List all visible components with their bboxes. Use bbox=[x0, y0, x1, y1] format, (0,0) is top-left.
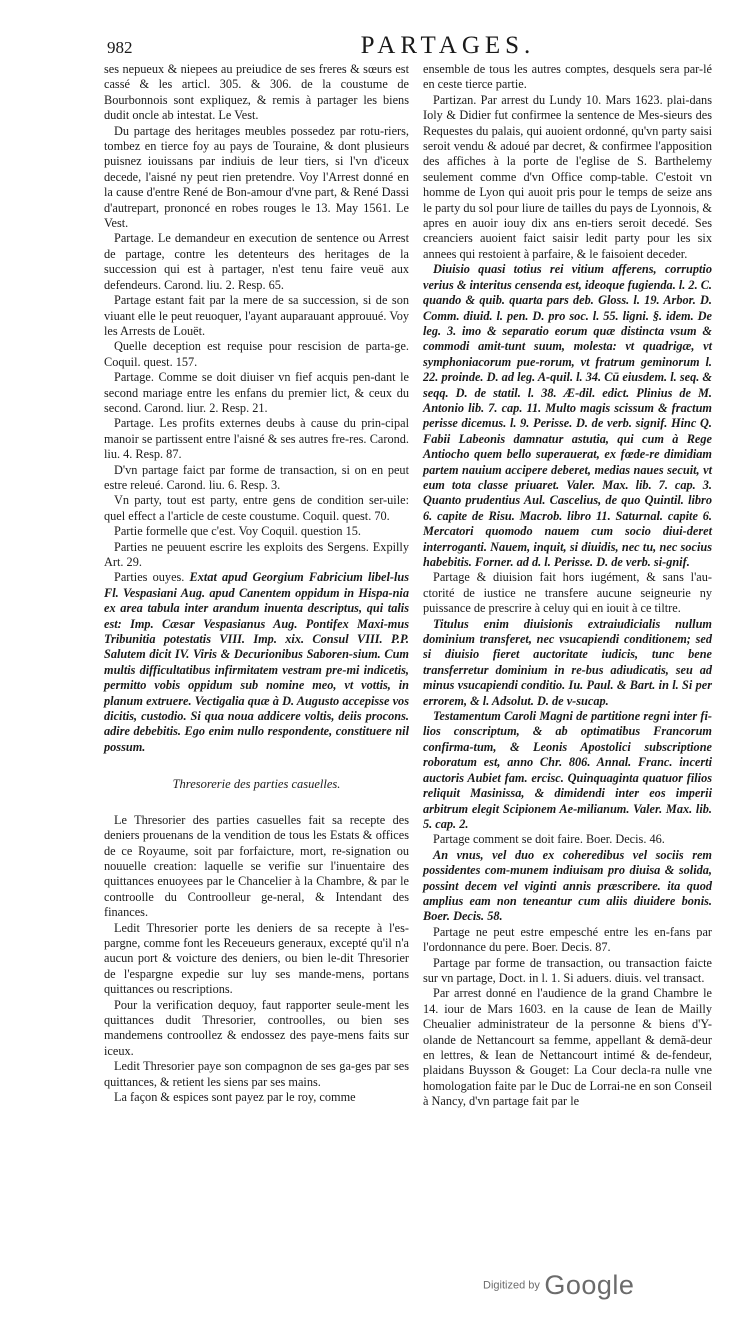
text-paragraph: Partage comment se doit faire. Boer. Decis. 46. bbox=[433, 832, 665, 847]
google-logo: Google bbox=[544, 1270, 635, 1300]
right-column bbox=[423, 62, 712, 1110]
text-paragraph: D'vn partage faict par forme de transaction, si on en peut estre releué. Carond. liu. 6. Resp. 3. bbox=[104, 462, 409, 492]
text-paragraph: Partage par forme de transaction, ou transaction faicte sur vn partage, Doct. in l. 1. Si aduers. diuis. vel transact. bbox=[423, 955, 712, 985]
text-paragraph: Ledit Thresorier porte les deniers de sa recepte à l'es-pargne, comme font les Receueurs generaux, excepté qu'il n'a aucun port & voicture des deniers, ou bien le-dit Thresorier de l'espargne expedie sur luy ses mande-mens, portans quittances ou rescriptions. bbox=[104, 920, 409, 997]
text-paragraph: La façon & espices sont payez par le roy, comme bbox=[114, 1090, 356, 1104]
latin-paragraph: Diuisio quasi totius rei vitium afferens, corruptio verius & interitus censenda est, ideoque fugienda. l. 2. C. quando & quib. quarta pars deb. Gloss. l. 19. Arbor. D. Comm. diuid. l. pen. D. pro soc. l. 55. ligni. §. idem. De leg. 3. imo & separatio eorum quæ distincta vsum & commodi amit-tunt suum, molesta: vt quadrigæ, vt symphoniacorum pue-rorum, vt fratrum geminorum l. 22. proinde. D. ad leg. A-quil. l. 34. Cū eiusdem. l. seq. & seqq. D. de statil. l. 38. Æ-dil. edict. Plinius de M. Antonio lib. 7. cap. 11. Multo magis scissum & fractum perisse dicemus. l. 9. Perisse. D. de verb. signif. Hinc Q. Fabii Labeonis damnatur astutia, qui cum à Rege Antiocho quem bello superauerat, ex fœde-re dimidiam partem nauium accipere deberet, medias naues secuit, vt eum tota classe priuaret. Valer. Max. lib. 7. cap. 3. Quanto prudentius Aul. Cascelius, de quo Quintil. libro 6. capite de Risu. Macrob. libro 11. Saturnal. capite 6. Mercatori quomodo nauem cum socio diui-deret interroganti. Nauem, inquit, si diuidis, nec tu, nec socius habebitis. Forner. ad d. l. Perisse. D. de verb. si-gnif. bbox=[423, 262, 712, 569]
text-paragraph: Par arrest donné en l'audience de la grand Chambre le 14. iour de Mars 1603. en la cause de Iean de Mailly Cheualier administrateur de la personne & biens d'Y-olande de Nettancourt sa femme, appellant & demã-deur en lettres, & Iean de Nettancourt intimé & de-fendeur, plaidans Buysson & Gouget: La Cour decla-ra nulle vne homologation faite par le Duc de Lorrai-ne en son Conseil à Nancy, d'vn partage fait par le bbox=[423, 986, 712, 1109]
latin-paragraph: Testamentum Caroli Magni de partitione regni inter fi-lios conscriptum, & ab optimatibus Francorum confirma-tum, & Leonis Apostolici subscriptione roboratum est, anno Chr. 806. Annal. Franc. incerti auctoris Aubiet fam. ercisc. Quinquaginta quatuor filios reliquit Masinissa, & dimidendi inter eos imperii arbitrum elegit Scipionem Ae-milianum. Valer. Max. lib. 5. cap. 2. bbox=[423, 709, 712, 831]
page-number: 982 bbox=[107, 38, 133, 57]
running-title: PARTAGES. bbox=[360, 32, 536, 59]
digitized-by-label: Digitized by bbox=[483, 1279, 540, 1292]
text-paragraph: Parties ne peuuent escrire les exploits des Sergens. Expilly Art. 29. bbox=[104, 539, 409, 569]
text-paragraph: Partage & diuision fait hors iugément, & sans l'au-ctorité de iustice ne transfere aucune seigneurie ny puissance de prescrire à celuy qui en iouit à ce tiltre. bbox=[423, 570, 712, 616]
text-paragraph: Partie formelle que c'est. Voy Coquil. question 15. bbox=[114, 524, 361, 539]
text-paragraph: Partage. Les profits externes deubs à cause du prin-cipal manoir se partissent entre l'aisné & ses autres fre-res. Carond. liu. 4. Resp. 87. bbox=[104, 416, 409, 462]
latin-paragraph: An vnus, vel duo ex coheredibus vel sociis rem possidentes com-munem indiuisam pro diuisa & solida, possint decem vel viginti annis præscribere. ita quod amplius eam non teneantur cum aliis diuidere bonis. Boer. Decis. 58. bbox=[423, 847, 712, 924]
text-paragraph: Le Thresorier des parties casuelles fait sa recepte des deniers prouenans de la vendition de tous les Estats & offices de ce Royaume, soit par forfaicture, mort, re-signation ou nouuelle creation: laquelle se verifie sur l'inuentaire des quittances enuoyees par le Chancelier à la Chambre, & par le controolle du Controolleur ge-neral, & Intendant des finances. bbox=[104, 812, 409, 920]
text-paragraph: Pour la verification dequoy, faut rapporter seule-ment les quittances dudit Thresorier, controolles, ou bien ses mandemens controollez & endossez des paye-mens faits sur iceux. bbox=[104, 997, 409, 1058]
section-title: Thresorerie des parties casuelles. bbox=[172, 777, 341, 792]
text-paragraph: Vn party, tout est party, entre gens de condition ser-uile: quel effect a l'article de ceste coustume. Coquil. quest. 70. bbox=[104, 493, 409, 523]
text-paragraph: Quelle deception est requise pour rescision de parta-ge. Coquil. quest. 157. bbox=[104, 339, 409, 369]
text-paragraph: Partage ne peut estre empesché entre les en-fans par l'ordonnance du pere. Boer. Decis. 87. bbox=[423, 924, 712, 955]
paragraph-lead: Parties ouyes. bbox=[114, 570, 185, 585]
text-paragraph: Partizan. Par arrest du Lundy 10. Mars 1623. plai-dans Ioly & Didier fut confirmee la sentence de Mes-sieurs des Requestes du palais, qui auoient ordonné, qu'vn party saisi seroit vendu & adoué par decret, & confirmee l'apposition des affiches à la porte de l'eglise de S. Barthelemy seulement comme d'vn Office comp-table. C'estoit vn homme de Lyon qui auoit pris pour le temps de seize ans le party du sol pour liure de tailles du pays de Lyonnois, & apres en auoir iouy dix ans en-tiers seroit decedé. Ses creanciers auoient faict saisir ledit party pour les six annees qui restoient à parfaire, & le faisoient deceder. bbox=[423, 92, 712, 261]
text-paragraph: ensemble de tous les autres comptes, desquels sera par-lé en ceste tierce partie. bbox=[423, 62, 712, 92]
latin-paragraph bbox=[104, 570, 409, 755]
latin-quote: Extat apud Georgium Fabricium libel-lus Fl. Vespasiani Aug. apud Canentem oppidum in Hispa-nia ex area tabula inter arandum inuenta descriptus, qui talis est: Imp. Cæsar Vespasianus Aug. Pontifex Maxi-mus Tribunitia potestatis VIII. Imp. xix. Consul VIII. P.P. Salutem dicit IV. Viris & Decurionibus Saboren-sium. Cum multis difficultatibus infirmitatem vestram pre-mi indicetis, permitto vobis oppidum sub nomine meo, vt vottis, in planum extruere. Vectigalia quæ à D. Augusto accepisse vos dicitis, custodio. Si qua noua addicere voltis, deiis procons. adire debebitis. Ego enim nullo respondente, constituere nil possum. bbox=[104, 570, 409, 754]
latin-paragraph: Titulus enim diuisionis extraiudicialis nullum dominium transferet, nec vsucapiendi conditionem; sed si diuisio fieret auctoritate iudicis, tunc bene transferretur dominium in re-bus adiudicatis, seu ad minus vsucapiendi conditio. Iu. Paul. & Bart. in l. Si per errorem, & l. Adsolut. D. de v-sucap. bbox=[423, 616, 712, 708]
text-paragraph: Partage. Comme se doit diuiser vn fief acquis pen-dant le second mariage entre les enfans du premier lict, & ceux du second. Carond. liur. 2. Resp. 21. bbox=[104, 370, 409, 415]
text-paragraph: Partage estant fait par la mere de sa succession, si de son viuant elle le peut reuoquer, l'ayant auparauant approuué. Voy les Arrests de Louët. bbox=[104, 293, 409, 338]
text-paragraph: Partage. Le demandeur en execution de sentence ou Arrest de partage, contre les detenteurs des heritages de la succession qui est à partager, n'est tenu faire veuë aux defendeurs. Carond. liu. 2. Resp. 65. bbox=[104, 231, 409, 292]
digitized-watermark bbox=[483, 1270, 634, 1301]
text-paragraph: Ledit Thresorier paye son compagnon de ses ga-ges par ses quittances, & retient les siens par ses mains. bbox=[104, 1059, 409, 1089]
text-paragraph: ses nepueux & niepees au preiudice de ses freres & sœurs est cassé & les articl. 305. & 306. de la coustume de Bourbonnois sont expliquez, & remis à partager les biens dudit oncle ab intestat. Le Vest. bbox=[104, 62, 409, 123]
text-paragraph: Du partage des heritages meubles possedez par rotu-riers, tombez en tierce foy au pays de Touraine, & dont plusieurs puisnez iouissans par indiuis de leur tiers, si l'vn d'iceux decede, l'aisné ny peut rien pretendre. Voy l'Arrest donné en la cause d'entre René de Bon-amour d'vne part, & René Dassi d'autrepart, prononcé en robes rouges le 13. May 1561. Le Vest. bbox=[104, 123, 409, 231]
left-column bbox=[104, 62, 409, 1105]
